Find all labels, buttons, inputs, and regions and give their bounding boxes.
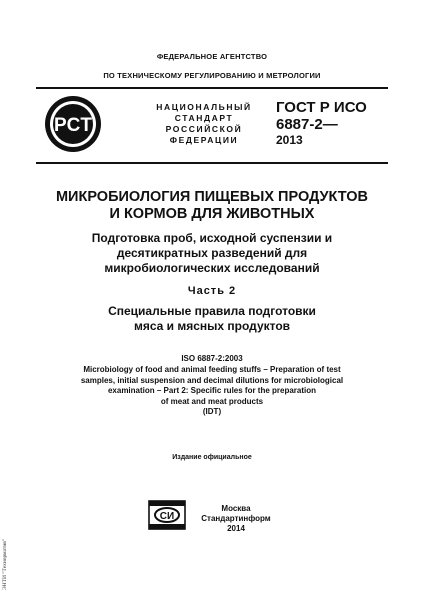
watermark-text: ЭНТИ "Технорматив" <box>2 538 8 590</box>
national-label-line: РОССИЙСКОЙ <box>165 124 243 134</box>
iso-title-line: of meat and meat products <box>160 396 264 406</box>
standard-code-line: ГОСТ Р ИСО <box>276 99 367 116</box>
standard-code-line: 6887-2— <box>276 116 338 133</box>
iso-title-line: Microbiology of food and animal feeding stuffs – Preparation of test <box>83 365 341 374</box>
agency-line-2: ПО ТЕХНИЧЕСКОМУ РЕГУЛИРОВАНИЮ И МЕТРОЛОГИИ <box>103 71 321 80</box>
header-divider <box>36 162 388 164</box>
standard-year: 2013 <box>276 133 303 147</box>
part-title <box>0 304 424 334</box>
publisher-line: 2014 <box>227 524 245 533</box>
publisher-info <box>198 504 274 534</box>
subtitle-line: десятикратных разведений для <box>116 246 308 260</box>
national-standard-label <box>148 102 260 146</box>
part-title-line: мяса и мясных продуктов <box>133 319 291 333</box>
rst-certification-icon <box>43 94 103 154</box>
svg-text:PCT: PCT <box>54 115 92 136</box>
publisher-line: Стандартинформ <box>201 514 271 523</box>
document-title <box>0 189 424 223</box>
standartinform-icon <box>148 500 186 530</box>
iso-number: ISO 6887-2:2003 <box>181 354 243 363</box>
agency-line-1: ФЕДЕРАЛЬНОЕ АГЕНТСТВО <box>156 52 268 61</box>
title-line: МИКРОБИОЛОГИЯ ПИЩЕВЫХ ПРОДУКТОВ <box>55 189 369 205</box>
national-label-line: СТАНДАРТ <box>174 113 234 123</box>
iso-title-line: examination – Part 2: Specific rules for the preparation <box>107 386 317 395</box>
part-title-line: Специальные правила подготовки <box>108 304 316 318</box>
edition-label: Издание официальное <box>172 454 252 461</box>
standard-code <box>276 99 367 133</box>
svg-text:CИ: CИ <box>159 511 175 522</box>
document-subtitle <box>0 231 424 276</box>
subtitle-line: Подготовка проб, исходной суспензии и <box>91 231 333 245</box>
part-number: Часть 2 <box>187 285 237 297</box>
side-watermark <box>2 520 14 590</box>
publisher-line: Москва <box>221 504 251 513</box>
national-label-line: НАЦИОНАЛЬНЫЙ <box>156 102 252 112</box>
national-label-line: ФЕДЕРАЦИИ <box>169 135 239 145</box>
iso-title-line: (IDT) <box>202 407 222 416</box>
top-divider <box>36 87 388 89</box>
iso-title-line: samples, initial suspension and decimal dilutions for microbiological <box>80 375 344 385</box>
iso-title <box>40 365 384 418</box>
title-line: И КОРМОВ ДЛЯ ЖИВОТНЫХ <box>109 206 315 222</box>
subtitle-line: микробиологических исследований <box>104 261 320 275</box>
